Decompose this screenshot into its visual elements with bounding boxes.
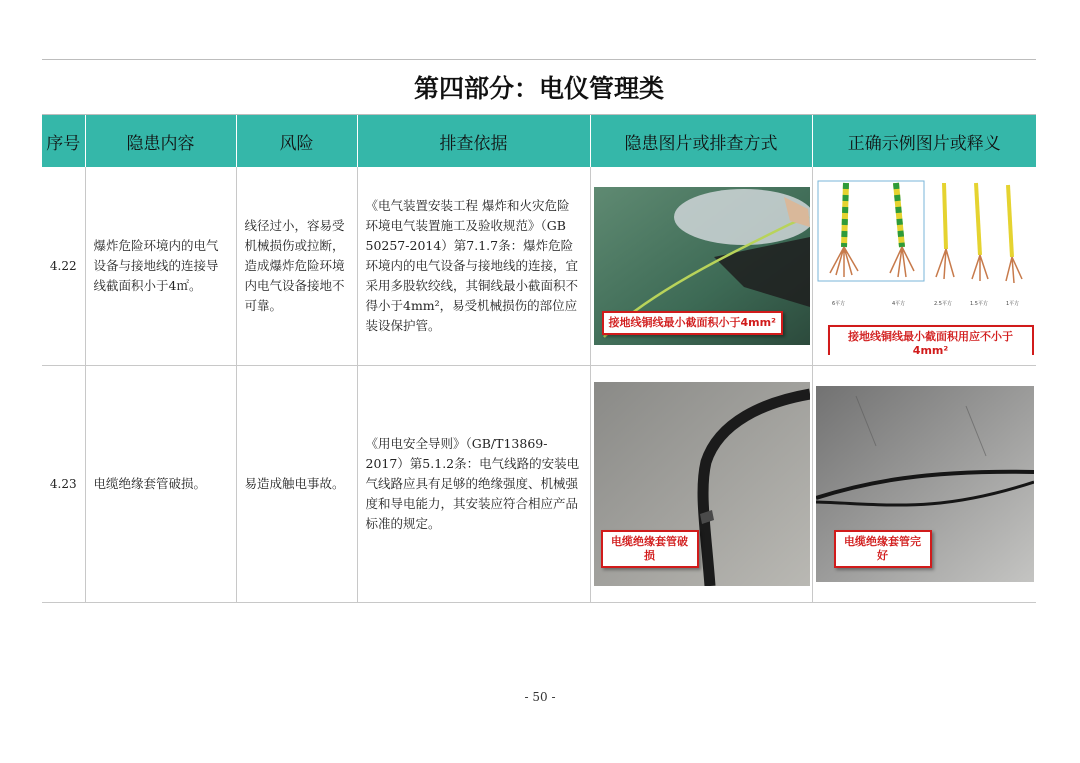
correct-image-cell — [812, 366, 1036, 603]
wire-label-1: 1平方 — [1005, 301, 1019, 307]
correct-caption: 接地线铜线最小截面积用应不小于4mm² — [828, 325, 1034, 355]
row-number: 4.22 — [42, 167, 85, 366]
correct-photo-intact-cable — [816, 386, 1034, 582]
hazard-table — [42, 115, 1036, 603]
page-number: - 50 - — [524, 690, 556, 704]
header-hazard-content: 隐患内容 — [85, 115, 236, 167]
correct-caption: 电缆绝缘套管完好 — [834, 530, 932, 568]
hazard-text: 电缆绝缘套管破损。 — [85, 366, 236, 603]
hazard-photo-damaged-cable — [594, 382, 810, 586]
table-row — [42, 167, 1036, 366]
table-row — [42, 366, 1036, 603]
page-title: 第四部分：电仪管理类 — [42, 59, 1036, 115]
hazard-table-sheet — [42, 59, 1036, 603]
header-index: 序号 — [42, 115, 85, 167]
header-inspection-basis: 排查依据 — [357, 115, 590, 167]
header-risk: 风险 — [236, 115, 357, 167]
header-hazard-image: 隐患图片或排查方式 — [590, 115, 812, 167]
table-header-row — [42, 115, 1036, 167]
wire-label-4: 4平方 — [891, 301, 905, 307]
hazard-image-cell — [590, 167, 812, 366]
hazard-caption: 接地线铜线最小截面积小于4mm² — [602, 311, 783, 335]
hazard-photo-thin-ground-wire — [594, 187, 810, 345]
header-correct-example: 正确示例图片或释义 — [812, 115, 1036, 167]
hazard-image-cell — [590, 366, 812, 603]
basis-text: 《电气装置安装工程 爆炸和火灾危险环境电气装置施工及验收规范》（GB 50257-2014）第7.1.7条：爆炸危险环境内的电气设备与接地线的连接，宜采用多股软绞线，其铜线最小截面积不得小于4mm²，易受机械损伤的部位应装设保护管。 — [357, 167, 590, 366]
wire-label-1-5: 1.5平方 — [969, 301, 988, 307]
wire-label-6: 6平方 — [831, 301, 845, 307]
risk-text: 易造成触电事故。 — [236, 366, 357, 603]
hazard-text: 爆炸危险环境内的电气设备与接地线的连接导线截面积小于4㎡。 — [85, 167, 236, 366]
wire-label-2-5: 2.5平方 — [933, 301, 952, 307]
basis-text: 《用电安全导则》（GB/T13869-2017）第5.1.2条：电气线路的安装电气线路应具有足够的绝缘强度、机械强度和导电能力，其安装应符合相应产品标准的规定。 — [357, 366, 590, 603]
correct-photo-wire-sizes — [816, 177, 1034, 355]
correct-image-cell — [812, 167, 1036, 366]
risk-text: 线径过小，容易受机械损伤或拉断，造成爆炸危险环境内电气设备接地不可靠。 — [236, 167, 357, 366]
row-number: 4.23 — [42, 366, 85, 603]
hazard-caption: 电缆绝缘套管破损 — [601, 530, 699, 568]
